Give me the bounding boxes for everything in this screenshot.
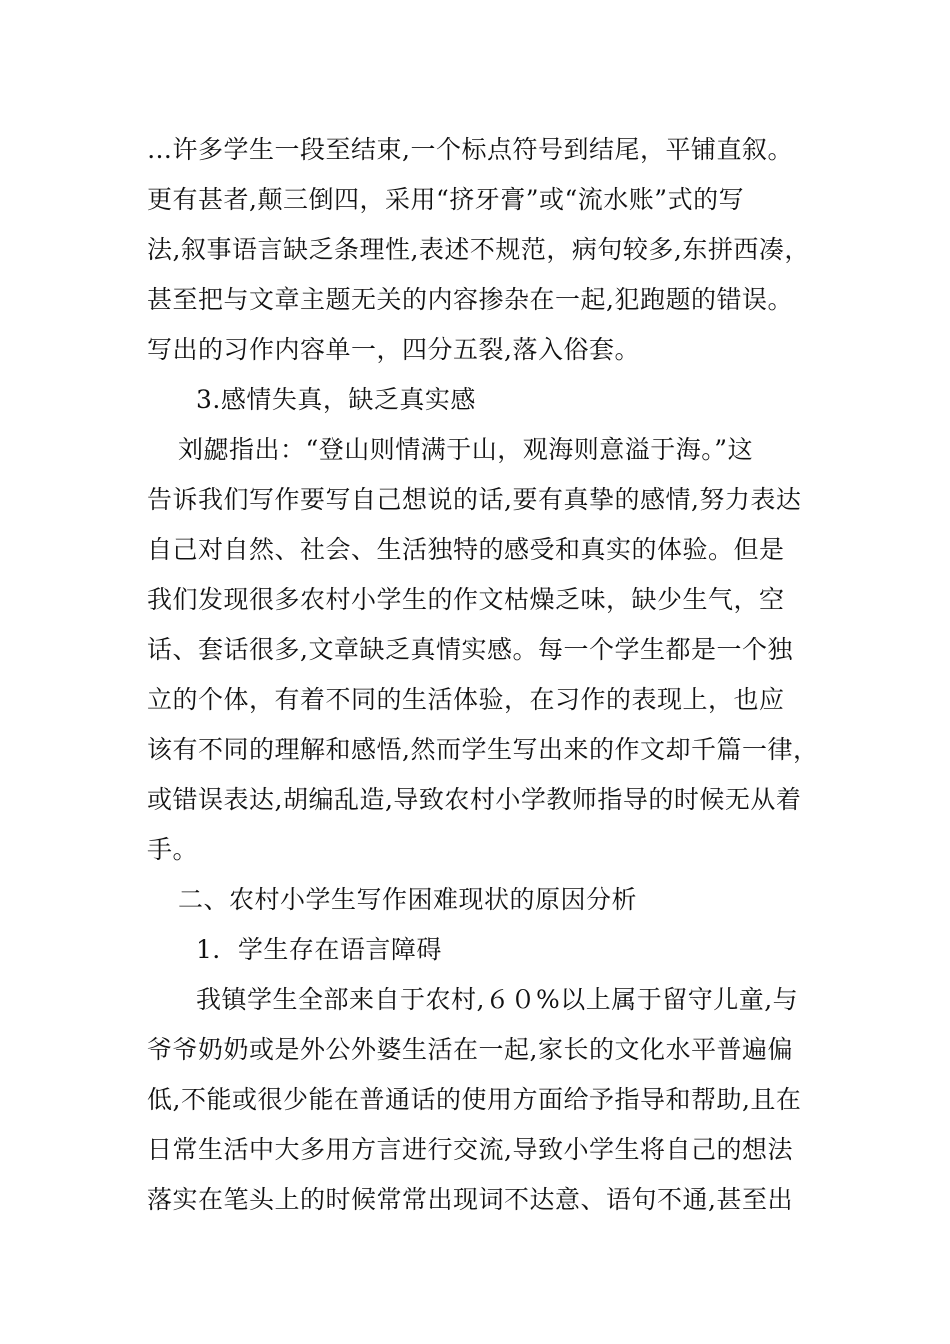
paragraph-line: 甚至把与文章主题无关的内容掺杂在一起,犯跑题的错误。	[147, 285, 793, 314]
paragraph-line: 爷爷奶奶或是外公外婆生活在一起,家长的文化水平普遍偏	[147, 1035, 793, 1064]
paragraph-line: 话、套话很多,文章缺乏真情实感。每一个学生都是一个独	[147, 635, 793, 664]
paragraph-line: 该有不同的理解和感悟,然而学生写出来的作文却千篇一律，	[147, 735, 819, 764]
paragraph-line: 自己对自然、社会、生活独特的感受和真实的体验。但是	[147, 535, 785, 564]
section-heading: 二、农村小学生写作困难现状的原因分析	[178, 885, 638, 914]
paragraph-line: 法,叙事语言缺乏条理性,表述不规范，病句较多,东拼西凑，	[147, 235, 810, 264]
paragraph-line: 手。	[147, 835, 199, 864]
section-heading: 3.感情失真，缺乏真实感	[196, 385, 476, 414]
paragraph-line: 告诉我们写作要写自己想说的话,要有真挚的感情,努力表达	[147, 485, 802, 514]
paragraph-line: 写出的习作内容单一，四分五裂,落入俗套。	[147, 335, 640, 364]
paragraph-line: 日常生活中大多用方言进行交流,导致小学生将自己的想法	[147, 1135, 793, 1164]
paragraph-line: …许多学生一段至结束,一个标点符号到结尾，平铺直叙。	[147, 135, 793, 164]
paragraph-line: 我们发现很多农村小学生的作文枯燥乏味，缺少生气，空	[147, 585, 785, 614]
subsection-heading: 1．学生存在语言障碍	[196, 935, 442, 964]
paragraph-line: 更有甚者,颠三倒四，采用“挤牙膏”或“流水账”式的写	[147, 185, 745, 214]
paragraph-line: 刘勰指出：“登山则情满于山，观海则意溢于海。”这	[178, 435, 754, 464]
paragraph-line: 或错误表达,胡编乱造,导致农村小学教师指导的时候无从着	[147, 785, 802, 814]
paragraph-line: 低,不能或很少能在普通话的使用方面给予指导和帮助,且在	[147, 1085, 802, 1114]
paragraph-line: 我镇学生全部来自于农村,６０%以上属于留守儿童,与	[196, 985, 799, 1014]
paragraph-line: 落实在笔头上的时候常常出现词不达意、语句不通,甚至出	[147, 1185, 793, 1214]
paragraph-line: 立的个体，有着不同的生活体验，在习作的表现上，也应	[147, 685, 785, 714]
